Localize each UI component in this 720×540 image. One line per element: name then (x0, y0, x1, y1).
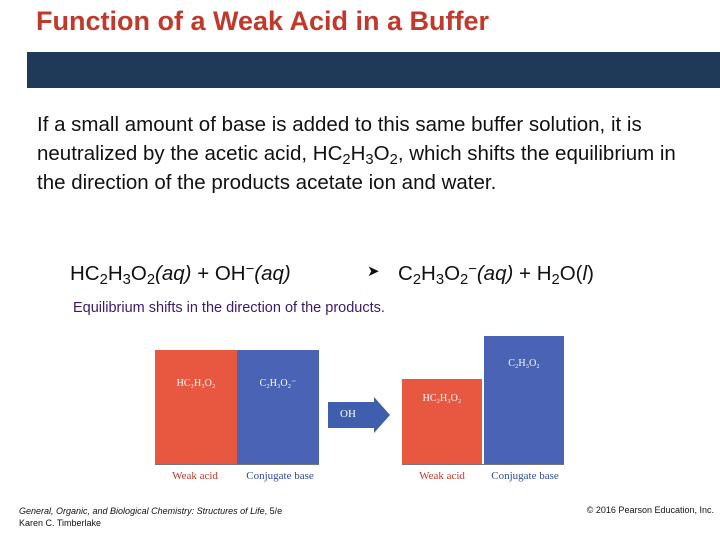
right-conjugate-base-bar (484, 336, 564, 464)
book-citation: General, Organic, and Biological Chemistry: Structures of Life, 5/e Karen C. Timberlake (19, 506, 283, 528)
arrow-head-icon (374, 397, 390, 433)
left-baseline (155, 464, 319, 465)
reaction-arrow: ➤ (367, 263, 380, 280)
right-weak-acid-bar (402, 379, 482, 464)
hydroxide-arrow-label: OH (340, 408, 356, 420)
title-bar (27, 52, 720, 88)
left-conjugate-base-axis-label: Conjugate base (246, 470, 314, 482)
left-conjugate-base-bar (237, 350, 319, 464)
body-paragraph: If a small amount of base is added to this same buffer solution, it is neutralized by the acetic acid, $HC_2H_3O_2$, which shifts the equilibrium in the direction of the products acetate ion and water. (37, 113, 676, 194)
copyright-notice: © 2016 Pearson Education, Inc. (586, 505, 714, 515)
equilibrium-caption: Equilibrium shifts in the direction of the products. (73, 300, 385, 316)
right-baseline (402, 464, 564, 465)
right-weak-acid-label: HC₂H₃O₂ (422, 393, 462, 404)
left-conjugate-base-label: C₂H₃O₂⁻ (259, 378, 297, 389)
equation-reactants: $HC_2H_3O_2(aq) + OH^-(aq)$ (70, 261, 291, 289)
right-weak-acid-axis-label: Weak acid (419, 470, 465, 482)
left-weak-acid-bar (155, 350, 237, 464)
left-weak-acid-axis-label: Weak acid (172, 470, 218, 482)
right-conjugate-base-label: C₂H₃O₂ (508, 358, 540, 369)
left-weak-acid-label: HC₂H₃O₂ (176, 378, 216, 389)
equation-products: $C_2H_3O_2^-(aq) + H_2O(l)$ (398, 261, 594, 289)
right-conjugate-base-axis-label: Conjugate base (491, 470, 559, 482)
slide-title: Function of a Weak Acid in a Buffer (36, 6, 490, 36)
